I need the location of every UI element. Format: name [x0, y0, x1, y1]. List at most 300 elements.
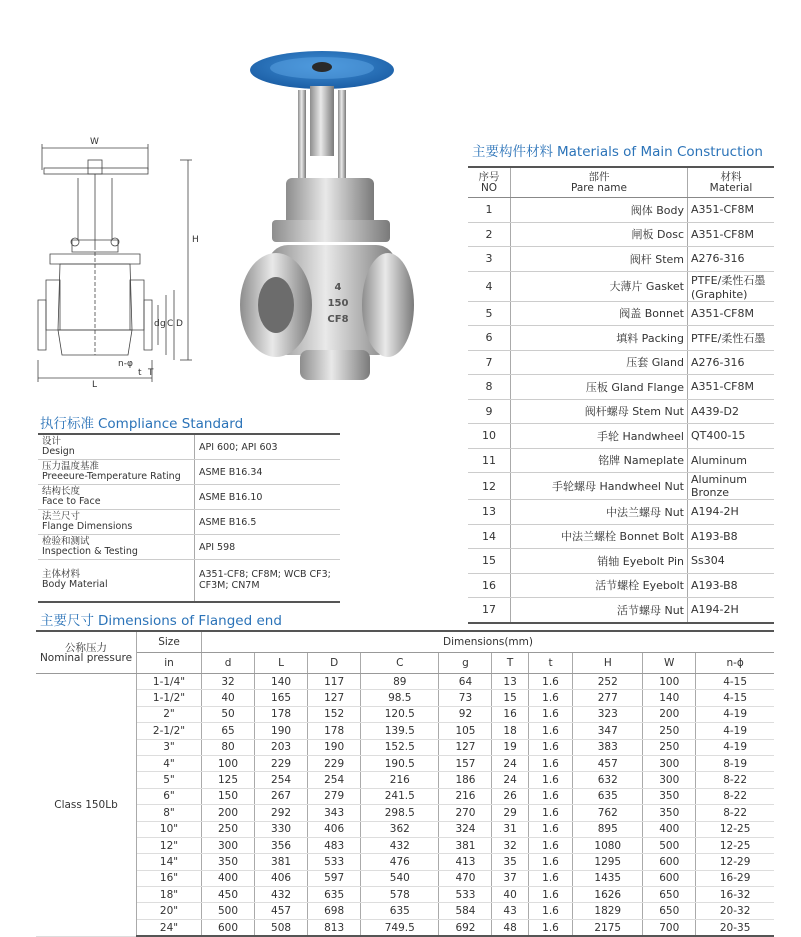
- dimension-cell: 16-29: [696, 870, 774, 886]
- dimension-cell: 895: [573, 821, 643, 837]
- compliance-row: [38, 460, 340, 485]
- material-part: 活节螺栓 Eyebolt: [511, 573, 688, 598]
- compliance-title-en: Compliance Standard: [98, 416, 244, 432]
- dimension-cell: 140: [255, 674, 308, 690]
- dimension-cell: 500: [202, 903, 255, 919]
- dimension-cell: 635: [308, 887, 361, 903]
- dimension-cell: 1626: [573, 887, 643, 903]
- material-no: 2: [468, 222, 511, 247]
- dimension-cell: 12-25: [696, 821, 774, 837]
- body-marking-size: 4: [334, 282, 342, 293]
- dimension-cell: 186: [439, 772, 492, 788]
- material-spec: A194-2H: [688, 598, 775, 623]
- label-tt: T: [148, 368, 154, 378]
- dimension-cell: 20-32: [696, 903, 774, 919]
- materials-title-en: Materials of Main Construction: [557, 144, 763, 160]
- dimension-cell: 73: [439, 690, 492, 706]
- header-dim-column: g: [439, 653, 492, 674]
- dimension-cell: 12-25: [696, 837, 774, 853]
- material-part: 阀体 Body: [511, 198, 688, 223]
- dimension-cell: 578: [361, 887, 439, 903]
- dimension-cell: 700: [643, 919, 696, 936]
- dimension-cell: 1.6: [528, 837, 573, 853]
- dimension-cell: 1.6: [528, 887, 573, 903]
- dimension-cell: 216: [361, 772, 439, 788]
- dimension-cell: 762: [573, 805, 643, 821]
- dimension-cell: 1.6: [528, 854, 573, 870]
- compliance-value: API 598: [195, 535, 341, 560]
- dimension-cell: 692: [439, 919, 492, 936]
- label-d: d: [154, 319, 160, 329]
- dimension-cell: 450: [202, 887, 255, 903]
- dimension-cell: 120.5: [361, 706, 439, 722]
- dimension-cell: 1.6: [528, 723, 573, 739]
- dimension-cell: 190.5: [361, 755, 439, 771]
- dimension-cell: 8-19: [696, 755, 774, 771]
- dimension-cell: 252: [573, 674, 643, 690]
- material-part: 中法兰螺母 Nut: [511, 500, 688, 525]
- dimensions-row: [36, 690, 774, 706]
- materials-table: [468, 166, 774, 624]
- material-spec: A351-CF8M: [688, 222, 775, 247]
- dimension-cell: 508: [255, 919, 308, 936]
- material-spec: Aluminum Bronze: [688, 473, 775, 500]
- dimension-cell: 300: [202, 837, 255, 853]
- size-cell: 1-1/2": [137, 690, 202, 706]
- compliance-value: ASME B16.5: [195, 510, 341, 535]
- dimension-cell: 100: [643, 674, 696, 690]
- dimension-cell: 1.6: [528, 690, 573, 706]
- dimension-cell: 18: [492, 723, 528, 739]
- dimension-cell: 13: [492, 674, 528, 690]
- dimension-cell: 698: [308, 903, 361, 919]
- compliance-table: [38, 433, 340, 603]
- material-spec: Ss304: [688, 549, 775, 574]
- dimension-cell: 15: [492, 690, 528, 706]
- dimension-cell: 1.6: [528, 903, 573, 919]
- material-part: 手轮螺母 Handwheel Nut: [511, 473, 688, 500]
- dimension-cell: 749.5: [361, 919, 439, 936]
- header-dim-column: d: [202, 653, 255, 674]
- dimension-cell: 98.5: [361, 690, 439, 706]
- dimension-cell: 35: [492, 854, 528, 870]
- dimension-cell: 350: [643, 805, 696, 821]
- dimension-cell: 140: [643, 690, 696, 706]
- size-cell: 12": [137, 837, 202, 853]
- header-dim-column: D: [308, 653, 361, 674]
- class-label: Class 150Lb: [36, 674, 137, 937]
- dimension-cell: 279: [308, 788, 361, 804]
- compliance-item-cn: 压力温度基准: [42, 461, 100, 472]
- compliance-item-cn: 检验和测试: [42, 536, 90, 547]
- materials-row: [468, 326, 774, 351]
- compliance-value: API 600; API 603: [195, 434, 341, 460]
- material-no: 16: [468, 573, 511, 598]
- materials-header-row: [468, 167, 774, 198]
- dimension-cell: 298.5: [361, 805, 439, 821]
- dimension-cell: 50: [202, 706, 255, 722]
- material-part: 闸板 Dosc: [511, 222, 688, 247]
- dimension-cell: 347: [573, 723, 643, 739]
- dimension-cell: 632: [573, 772, 643, 788]
- dimension-cell: 635: [361, 903, 439, 919]
- material-part: 压板 Gland Flange: [511, 375, 688, 400]
- compliance-item: [38, 485, 195, 510]
- materials-row: [468, 424, 774, 449]
- dimension-cell: 383: [573, 739, 643, 755]
- dimensions-row: [36, 903, 774, 919]
- material-spec: QT400-15: [688, 424, 775, 449]
- dimensions-table: [36, 630, 774, 937]
- dimension-cell: 64: [439, 674, 492, 690]
- dimension-cell: 229: [308, 755, 361, 771]
- materials-row: [468, 448, 774, 473]
- compliance-row: [38, 434, 340, 460]
- dimension-cell: 500: [643, 837, 696, 853]
- dimension-cell: 267: [255, 788, 308, 804]
- dimension-cell: 127: [308, 690, 361, 706]
- dimension-cell: 1080: [573, 837, 643, 853]
- dimensions-row: [36, 854, 774, 870]
- material-part: 手轮 Handwheel: [511, 424, 688, 449]
- dimension-cell: 241.5: [361, 788, 439, 804]
- label-h: H: [192, 235, 199, 245]
- dimension-cell: 635: [573, 788, 643, 804]
- dimension-cell: 26: [492, 788, 528, 804]
- compliance-item-cn: 设计: [42, 436, 62, 447]
- dimension-cell: 29: [492, 805, 528, 821]
- dimensions-header-row-2: [36, 653, 774, 674]
- dimension-cell: 270: [439, 805, 492, 821]
- dimension-cell: 1295: [573, 854, 643, 870]
- dimensions-row: [36, 706, 774, 722]
- body-marking-class: 150: [327, 298, 349, 309]
- compliance-item-en: Flange Dimensions: [42, 521, 133, 532]
- compliance-row: [38, 485, 340, 510]
- dimension-cell: 250: [202, 821, 255, 837]
- material-part: 压套 Gland: [511, 350, 688, 375]
- dimension-cell: 470: [439, 870, 492, 886]
- dimension-cell: 533: [439, 887, 492, 903]
- materials-row: [468, 549, 774, 574]
- material-spec: A276-316: [688, 350, 775, 375]
- dimension-cell: 350: [643, 788, 696, 804]
- header-material: 材料 Material: [688, 167, 775, 198]
- compliance-title: [40, 412, 243, 432]
- dimension-cell: 152.5: [361, 739, 439, 755]
- compliance-item: [38, 560, 195, 602]
- dimension-cell: 105: [439, 723, 492, 739]
- size-cell: 10": [137, 821, 202, 837]
- dimension-cell: 190: [255, 723, 308, 739]
- compliance-item-cn: 法兰尺寸: [42, 511, 81, 522]
- materials-row: [468, 350, 774, 375]
- compliance-title-cn: 执行标准: [40, 416, 94, 432]
- compliance-item-en: Face to Face: [42, 496, 101, 507]
- dimension-cell: 324: [439, 821, 492, 837]
- dimensions-row: [36, 674, 774, 690]
- dimension-cell: 254: [308, 772, 361, 788]
- dimension-cell: 4-15: [696, 674, 774, 690]
- header-dim-column: L: [255, 653, 308, 674]
- dimension-cell: 65: [202, 723, 255, 739]
- materials-row: [468, 573, 774, 598]
- size-cell: 3": [137, 739, 202, 755]
- dimension-cell: 300: [643, 755, 696, 771]
- compliance-item: [38, 535, 195, 560]
- size-cell: 18": [137, 887, 202, 903]
- dimension-cell: 178: [308, 723, 361, 739]
- dimension-cell: 533: [308, 854, 361, 870]
- dimension-cell: 1.6: [528, 805, 573, 821]
- dimensions-row: [36, 821, 774, 837]
- size-cell: 14": [137, 854, 202, 870]
- dimension-cell: 356: [255, 837, 308, 853]
- material-spec: A193-B8: [688, 524, 775, 549]
- dimension-cell: 157: [439, 755, 492, 771]
- material-no: 10: [468, 424, 511, 449]
- compliance-item: [38, 434, 195, 460]
- dimension-cell: 292: [255, 805, 308, 821]
- dimension-cell: 1.6: [528, 788, 573, 804]
- dimensions-row: [36, 837, 774, 853]
- header-no: 序号 NO: [468, 167, 511, 198]
- label-g: g: [160, 319, 166, 329]
- dimension-cell: 350: [202, 854, 255, 870]
- material-no: 13: [468, 500, 511, 525]
- dimensions-row: [36, 870, 774, 886]
- compliance-item-en: Design: [42, 446, 75, 457]
- header-dimensions: Dimensions(mm): [202, 631, 775, 653]
- materials-row: [468, 399, 774, 424]
- header-dim-column: C: [361, 653, 439, 674]
- gate-valve-photo: [238, 50, 418, 400]
- header-nominal-pressure: 公称压力 Nominal pressure: [36, 631, 137, 674]
- dimension-cell: 4-19: [696, 723, 774, 739]
- dimension-cell: 323: [573, 706, 643, 722]
- material-part: 铭牌 Nameplate: [511, 448, 688, 473]
- dimension-cell: 100: [202, 755, 255, 771]
- dimension-cell: 203: [255, 739, 308, 755]
- material-part: 销轴 Eyebolt Pin: [511, 549, 688, 574]
- dimension-cell: 600: [202, 919, 255, 936]
- dimension-cell: 277: [573, 690, 643, 706]
- dimension-cell: 381: [439, 837, 492, 853]
- material-no: 7: [468, 350, 511, 375]
- dimension-cell: 12-29: [696, 854, 774, 870]
- materials-row: [468, 271, 774, 301]
- compliance-value: ASME B16.34: [195, 460, 341, 485]
- size-cell: 24": [137, 919, 202, 936]
- compliance-item-en: Inspection & Testing: [42, 546, 138, 557]
- size-cell: 5": [137, 772, 202, 788]
- dimension-cell: 2175: [573, 919, 643, 936]
- dimension-cell: 32: [202, 674, 255, 690]
- dimension-cell: 200: [643, 706, 696, 722]
- material-no: 5: [468, 301, 511, 326]
- dimension-cell: 31: [492, 821, 528, 837]
- compliance-item: [38, 510, 195, 535]
- dimension-cell: 600: [643, 870, 696, 886]
- dimension-cell: 165: [255, 690, 308, 706]
- material-no: 17: [468, 598, 511, 623]
- dimension-cell: 127: [439, 739, 492, 755]
- dimension-cell: 37: [492, 870, 528, 886]
- materials-row: [468, 375, 774, 400]
- dimension-cell: 540: [361, 870, 439, 886]
- compliance-value: A351-CF8; CF8M; WCB CF3; CF3M; CN7M: [195, 560, 341, 602]
- dimension-cell: 178: [255, 706, 308, 722]
- dimension-cell: 150: [202, 788, 255, 804]
- material-no: 6: [468, 326, 511, 351]
- dimension-cell: 4-19: [696, 706, 774, 722]
- compliance-row: [38, 510, 340, 535]
- dimension-cell: 40: [202, 690, 255, 706]
- dimension-cell: 584: [439, 903, 492, 919]
- dimension-cell: 117: [308, 674, 361, 690]
- size-cell: 20": [137, 903, 202, 919]
- materials-row: [468, 500, 774, 525]
- compliance-item: [38, 460, 195, 485]
- dimension-cell: 200: [202, 805, 255, 821]
- materials-row: [468, 222, 774, 247]
- dimension-cell: 190: [308, 739, 361, 755]
- dimensions-row: [36, 772, 774, 788]
- compliance-value: ASME B16.10: [195, 485, 341, 510]
- dimension-cell: 80: [202, 739, 255, 755]
- compliance-item-cn: 主体材料: [42, 569, 81, 581]
- materials-row: [468, 473, 774, 500]
- dimension-cell: 92: [439, 706, 492, 722]
- dimension-cell: 125: [202, 772, 255, 788]
- dimension-cell: 650: [643, 903, 696, 919]
- dimensions-row: [36, 723, 774, 739]
- materials-title-cn: 主要构件材料: [472, 144, 553, 160]
- material-spec: A194-2H: [688, 500, 775, 525]
- materials-row: [468, 247, 774, 272]
- dimension-cell: 250: [643, 739, 696, 755]
- dimensions-title-cn: 主要尺寸: [40, 613, 94, 629]
- dimension-cell: 139.5: [361, 723, 439, 739]
- dimensions-row: [36, 755, 774, 771]
- dimension-cell: 1.6: [528, 755, 573, 771]
- dimension-cell: 300: [643, 772, 696, 788]
- dimensions-title: [40, 609, 282, 629]
- dimension-cell: 8-22: [696, 788, 774, 804]
- size-cell: 4": [137, 755, 202, 771]
- dimension-cell: 48: [492, 919, 528, 936]
- dimension-cell: 16-32: [696, 887, 774, 903]
- dimension-cell: 1.6: [528, 706, 573, 722]
- dimension-cell: 600: [643, 854, 696, 870]
- material-no: 14: [468, 524, 511, 549]
- dimension-cell: 4-19: [696, 739, 774, 755]
- header-dim-column: t: [528, 653, 573, 674]
- dimension-cell: 1.6: [528, 870, 573, 886]
- dimension-cell: 330: [255, 821, 308, 837]
- dimensions-header-row-1: [36, 631, 774, 653]
- dimension-cell: 432: [361, 837, 439, 853]
- compliance-row: [38, 535, 340, 560]
- label-c: C: [167, 319, 174, 329]
- material-spec: A276-316: [688, 247, 775, 272]
- dimension-cell: 343: [308, 805, 361, 821]
- dimension-cell: 32: [492, 837, 528, 853]
- dimension-cell: 457: [573, 755, 643, 771]
- label-l: L: [92, 380, 98, 390]
- compliance-item-en: Preeeure-Temperature Rating: [42, 471, 181, 482]
- materials-title: [472, 140, 763, 160]
- material-part: 活节螺母 Nut: [511, 598, 688, 623]
- header-part: 部件 Pare name: [511, 167, 688, 198]
- material-part: 阀杆 Stem: [511, 247, 688, 272]
- dimension-cell: 1.6: [528, 674, 573, 690]
- material-spec: A193-B8: [688, 573, 775, 598]
- dimension-cell: 216: [439, 788, 492, 804]
- dimension-cell: 24: [492, 772, 528, 788]
- dimension-cell: 19: [492, 739, 528, 755]
- material-no: 4: [468, 271, 511, 301]
- material-no: 15: [468, 549, 511, 574]
- dimension-cell: 8-22: [696, 772, 774, 788]
- material-spec: Aluminum: [688, 448, 775, 473]
- dimension-cell: 413: [439, 854, 492, 870]
- dimension-cell: 381: [255, 854, 308, 870]
- compliance-row: [38, 560, 340, 602]
- materials-row: [468, 524, 774, 549]
- dimension-cell: 406: [308, 821, 361, 837]
- label-w: W: [90, 137, 99, 147]
- header-dim-column: T: [492, 653, 528, 674]
- dimension-cell: 1.6: [528, 739, 573, 755]
- material-spec: A351-CF8M: [688, 301, 775, 326]
- material-spec: PTFE/柔性石墨(Graphite): [688, 271, 775, 301]
- header-dim-column: n-ϕ: [696, 653, 774, 674]
- material-no: 3: [468, 247, 511, 272]
- dimension-cell: 400: [202, 870, 255, 886]
- size-cell: 1-1/4": [137, 674, 202, 690]
- dimension-cell: 229: [255, 755, 308, 771]
- label-t: t: [138, 368, 142, 378]
- dimension-cell: 43: [492, 903, 528, 919]
- dimension-cell: 406: [255, 870, 308, 886]
- body-marking-material: CF8: [327, 314, 349, 325]
- material-spec: A351-CF8M: [688, 198, 775, 223]
- dimension-cell: 1435: [573, 870, 643, 886]
- dimension-cell: 1829: [573, 903, 643, 919]
- dimension-cell: 89: [361, 674, 439, 690]
- size-cell: 2": [137, 706, 202, 722]
- dimension-cell: 20-35: [696, 919, 774, 936]
- dimension-cell: 476: [361, 854, 439, 870]
- material-no: 9: [468, 399, 511, 424]
- header-size-unit: in: [137, 653, 202, 674]
- dimension-cell: 457: [255, 903, 308, 919]
- header-size: Size: [137, 631, 202, 653]
- label-dd: D: [176, 319, 183, 329]
- material-no: 12: [468, 473, 511, 500]
- dimension-cell: 40: [492, 887, 528, 903]
- size-cell: 2-1/2": [137, 723, 202, 739]
- dimension-cell: 483: [308, 837, 361, 853]
- dimensions-row: [36, 805, 774, 821]
- dimensions-row: [36, 788, 774, 804]
- dimension-cell: 1.6: [528, 821, 573, 837]
- dimension-cell: 24: [492, 755, 528, 771]
- dimensions-row: [36, 887, 774, 903]
- dimensions-row: [36, 739, 774, 755]
- dimension-cell: 813: [308, 919, 361, 936]
